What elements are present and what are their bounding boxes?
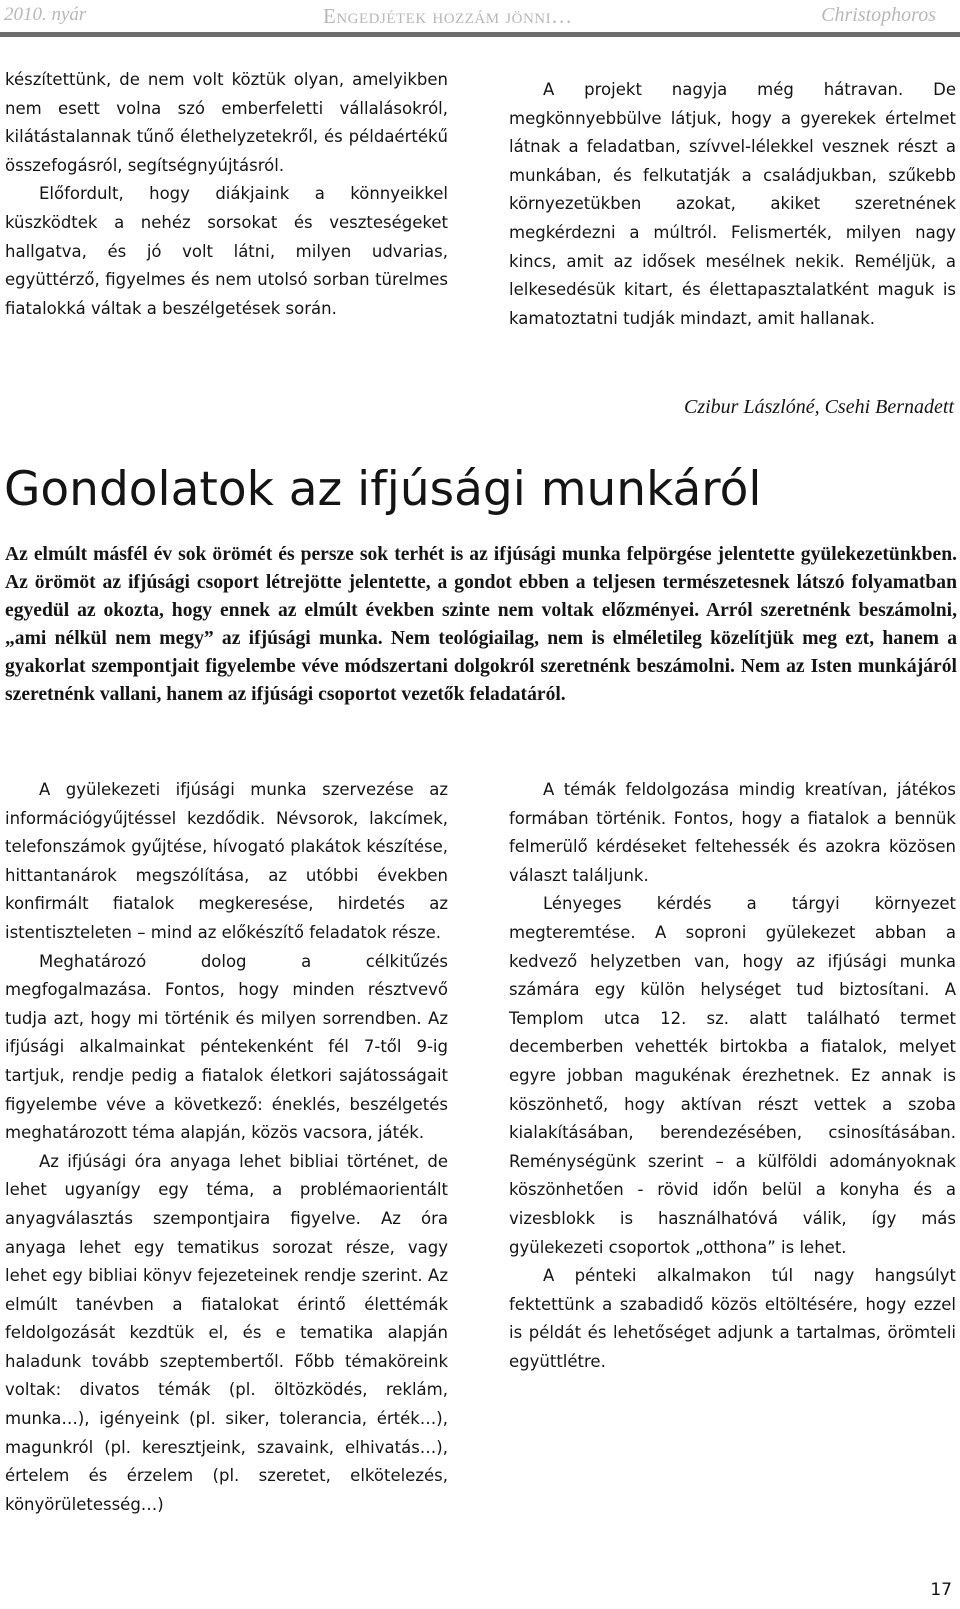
header-rule (0, 32, 960, 37)
body-paragraph: A projekt nagyja még hátravan. De megkönnyebbülve látjuk, hogy a gyerekek értelmet látnak a feladatban, szívvel-lélekkel vesznek részt a munkában, és felkutatják a családjukban, szűkebb környezetükben azokat, akiket szeretnének megkérdezni a múltról. Felismerték, milyen nagy kincs, amit az idősek mesélnek nekik. Reméljük, a lelkesedésük kitart, és élettapasztalatként maguk is kamatoztatni tudják mindazt, amit hallanak. (509, 80, 956, 328)
first-article-left-column (5, 66, 448, 323)
second-article-right-column (509, 776, 956, 1376)
article-lead: Az elmúlt másfél év sok örömét és persze sok terhét is az ifjúsági munka felpörgése jelentette gyülekezetünkben. Az örömöt az ifjúsági csoport létrejötte jelentette, a gondot ebben a teljesen természetesnek látszó folyamatban egyedül az okozta, hogy ennek az elmúlt években szinte nem voltak előzményei. Arról szeretnénk beszámolni, „ami nélkül nem megy” az ifjúsági munka. Nem teológiailag, nem is elméletileg közelítjük meg ezt, hanem a gyakorlat szempontjait figyelembe véve módszertani dolgokról szeretnénk beszámolni. Nem az Isten munkájáról szeretnénk vallani, hanem az ifjúsági csoportot vezetők feladatáról. (5, 544, 957, 705)
body-paragraph: Meghatározó dolog a célkitűzés megfogalmazása. Fontos, hogy minden résztvevő tudja azt, hogy mi történik és milyen sorrendben. Az ifjúsági alkalmainkat péntekenként fél 7-től 9-ig tartjuk, rendje pedig a fiatalok életkori sajátosságait figyelembe véve a következő: éneklés, beszélgetés meghatározott téma alapján, közös vacsora, játék. (5, 951, 448, 1143)
page-number: 17 (930, 1580, 952, 1600)
body-paragraph: Az ifjúsági óra anyaga lehet bibliai történet, de lehet ugyanígy egy téma, a problémaorientált anyagválasztás szempontjaira figyelve. Az óra anyaga lehet egy tematikus sorozat része, vagy lehet egy bibliai könyv fejezeteinek rendje szerint. Az elmúlt tanévben a fiatalokat érintő élettémák feldolgozását kezdtük el, és e tematika alapján haladunk tovább szeptembertől. Főbb témaköreink voltak: divatos témák (pl. öltözködés, reklám, munka…), igényeink (pl. siker, tolerancia, érték…), magunkról (pl. keresztjeink, szavaink, elhivatás…), értelem és érzelem (pl. szeretet, elkötelezés, könyörületesség…) (5, 1151, 448, 1514)
article-signature: Czibur Lászlóné, Csehi Bernadett (683, 396, 954, 418)
body-paragraph: Lényeges kérdés a tárgyi környezet megteremtése. A soproni gyülekezet abban a kedvező helyzetben van, hogy az ifjúsági munka számára egy külön helységet tud biztosítani. A Templom utca 12. sz. alatt található termet decemberben vehették birtokba a fiatalok, melyet egyre jobban magukénak érezhetnek. Ez annak is köszönhető, hogy aktívan részt vettek a szoba kialakításában, berendezésében, csinosításában. Reménységünk szerint – a külföldi adományoknak köszönhetően - rövid időn belül a konyha és a vizesblokk is használhatóvá válik, így más gyülekezeti csoportok „otthona” is lehet. (509, 894, 956, 1257)
header-brand: Christophoros (821, 4, 936, 26)
second-article-left-column (5, 776, 448, 1519)
body-paragraph: A témák feldolgozása mindig kreatívan, játékos formában történik. Fontos, hogy a fiatalok a bennük felmerülő kérdéseket feltehessék és azokra közösen választ találjunk. (509, 780, 956, 885)
article-title: Gondolatok az ifjúsági munkáról (4, 462, 762, 517)
body-paragraph: A pénteki alkalmakon túl nagy hangsúlyt fektettünk a szabadidő közös eltöltésére, hogy ezzel is példát és lehetőséget adjunk a tartalmas, örömteli együttlétre. (509, 1266, 956, 1371)
header-issue: 2010. nyár (4, 4, 87, 25)
first-article-right-column (509, 76, 956, 333)
body-paragraph: Előfordult, hogy diákjaink a könnyeikkel küszködtek a nehéz sorsokat és veszteségeket hallgatva, és jó volt látni, milyen udvarias, együttérző, figyelmes és nem utolsó sorban türelmes fiatalokká váltak a beszélgetések során. (5, 184, 448, 318)
body-paragraph: A gyülekezeti ifjúsági munka szervezése az információgyűjtéssel kezdődik. Névsorok, lakcímek, telefonszámok gyűjtése, hívogató plakátok készítése, hittantanárok megszólítása, az utóbbi években konfirmált fiatalok megkeresése, hirdetés az istentiszteleten – mind az előkészítő feladatok része. (5, 780, 448, 942)
header-publication-title: Engedjétek hozzám jönni… (323, 4, 573, 28)
body-paragraph: készítettünk, de nem volt köztük olyan, amelyikben nem esett volna szó emberfeletti vállalásokról, kilátástalannak tűnő élethelyzetekről, és példaértékű összefogásról, segítségnyújtásról. (5, 70, 448, 175)
running-header (0, 0, 960, 40)
